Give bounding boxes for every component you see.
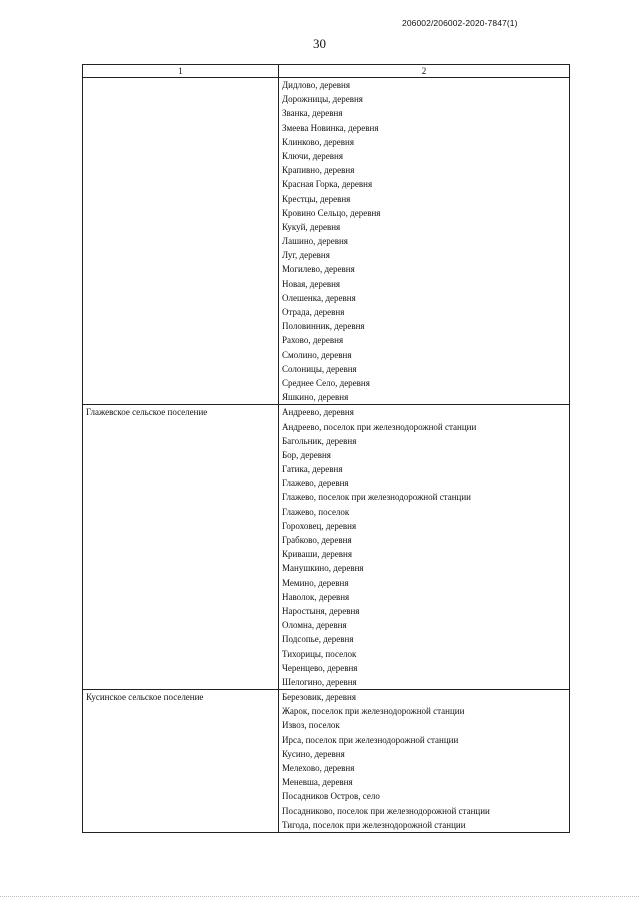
list-item: Крапивно, деревня <box>282 165 355 176</box>
localities-cell <box>279 690 570 833</box>
list-item: Мелехово, деревня <box>282 763 355 773</box>
list-item: Олешенка, деревня <box>282 292 356 303</box>
list-item: Луг, деревня <box>282 250 330 261</box>
list-item: Наростыня, деревня <box>282 605 360 616</box>
settlement-name-cell <box>83 78 279 405</box>
list-item: Дорожницы, деревня <box>282 94 363 105</box>
list-item: Наволок, деревня <box>282 591 350 602</box>
list-item: Посадниково, поселок при железнодорожной станции <box>282 805 490 816</box>
list-item: Кровино Сельцо, деревня <box>282 207 381 218</box>
document-id: 206002/206002-2020-7847(1) <box>402 18 518 28</box>
list-item: Клинково, деревня <box>282 136 355 147</box>
list-item: Званка, деревня <box>282 108 343 119</box>
list-item: Отрада, деревня <box>282 307 345 317</box>
list-item: Грабково, деревня <box>282 535 352 545</box>
list-item: Березовик, деревня <box>282 692 356 703</box>
page-number: 30 <box>313 36 326 51</box>
list-item: Андреево, поселок при железнодорожной станции <box>282 421 477 432</box>
settlements-table <box>82 64 570 833</box>
table-header-row <box>83 65 570 78</box>
list-item: Половинник, деревня <box>282 321 365 332</box>
list-item: Жарок, поселок при железнодорожной станции <box>282 706 465 717</box>
list-item: Дидлово, деревня <box>282 80 350 90</box>
list-item: Лашино, деревня <box>282 236 348 247</box>
list-item: Новая, деревня <box>282 278 341 289</box>
list-item: Мемино, деревня <box>282 577 349 588</box>
list-item: Андреево, деревня <box>282 407 354 418</box>
list-item: Змеева Новинка, деревня <box>282 122 379 133</box>
list-item: Кусино, деревня <box>282 748 345 759</box>
localities-cell <box>279 405 570 690</box>
list-item: Бор, деревня <box>282 449 331 460</box>
list-item: Подсопье, деревня <box>282 634 354 645</box>
list-item: Извоз, поселок <box>282 720 340 731</box>
list-item: Кукуй, деревня <box>282 221 341 232</box>
settlement-name-cell <box>83 405 279 690</box>
list-item: Багольник, деревня <box>282 435 357 446</box>
table-row <box>83 78 570 405</box>
list-item: Ключи, деревня <box>282 150 343 161</box>
list-item: Шелогино, деревня <box>282 676 357 687</box>
settlement-name-cell <box>83 690 279 833</box>
list-item: Красная Горка, деревня <box>282 179 373 190</box>
list-item: Гороховец, деревня <box>282 520 357 531</box>
list-item: Меневша, деревня <box>282 777 353 788</box>
list-item: Криваши, деревня <box>282 549 352 560</box>
list-item: Яшкино, деревня <box>282 392 349 403</box>
list-item: Крестцы, деревня <box>282 193 351 204</box>
list-item: Черенцево, деревня <box>282 662 358 673</box>
localities-cell <box>279 78 570 405</box>
list-item: Глажево, деревня <box>282 478 349 489</box>
table-row <box>83 405 570 690</box>
list-item: Рахово, деревня <box>282 335 344 346</box>
list-item: Ирса, поселок при железнодорожной станции <box>282 734 459 745</box>
list-item: Смолино, деревня <box>282 349 352 360</box>
list-item: Манушкино, деревня <box>282 563 364 574</box>
list-item: Среднее Село, деревня <box>282 377 370 388</box>
list-item: Оломна, деревня <box>282 620 347 631</box>
list-item: Гатика, деревня <box>282 464 343 475</box>
list-item: Посадников Остров, село <box>282 791 380 802</box>
bottom-edge-line <box>0 896 639 898</box>
column-header-1: 1 <box>83 65 279 78</box>
list-item: Глажево, поселок <box>282 506 350 517</box>
table-row <box>83 690 570 833</box>
column-header-2: 2 <box>279 65 570 78</box>
list-item: Тигода, поселок при железнодорожной станции <box>282 819 466 830</box>
settlement-name: Глажевское сельское поселение <box>86 407 208 418</box>
list-item: Солоницы, деревня <box>282 363 357 374</box>
list-item: Могилево, деревня <box>282 264 355 275</box>
list-item: Глажево, поселок при железнодорожной станции <box>282 492 471 503</box>
settlement-name: Кусинское сельское поселение <box>86 692 204 703</box>
list-item: Тихорицы, поселок <box>282 648 357 659</box>
